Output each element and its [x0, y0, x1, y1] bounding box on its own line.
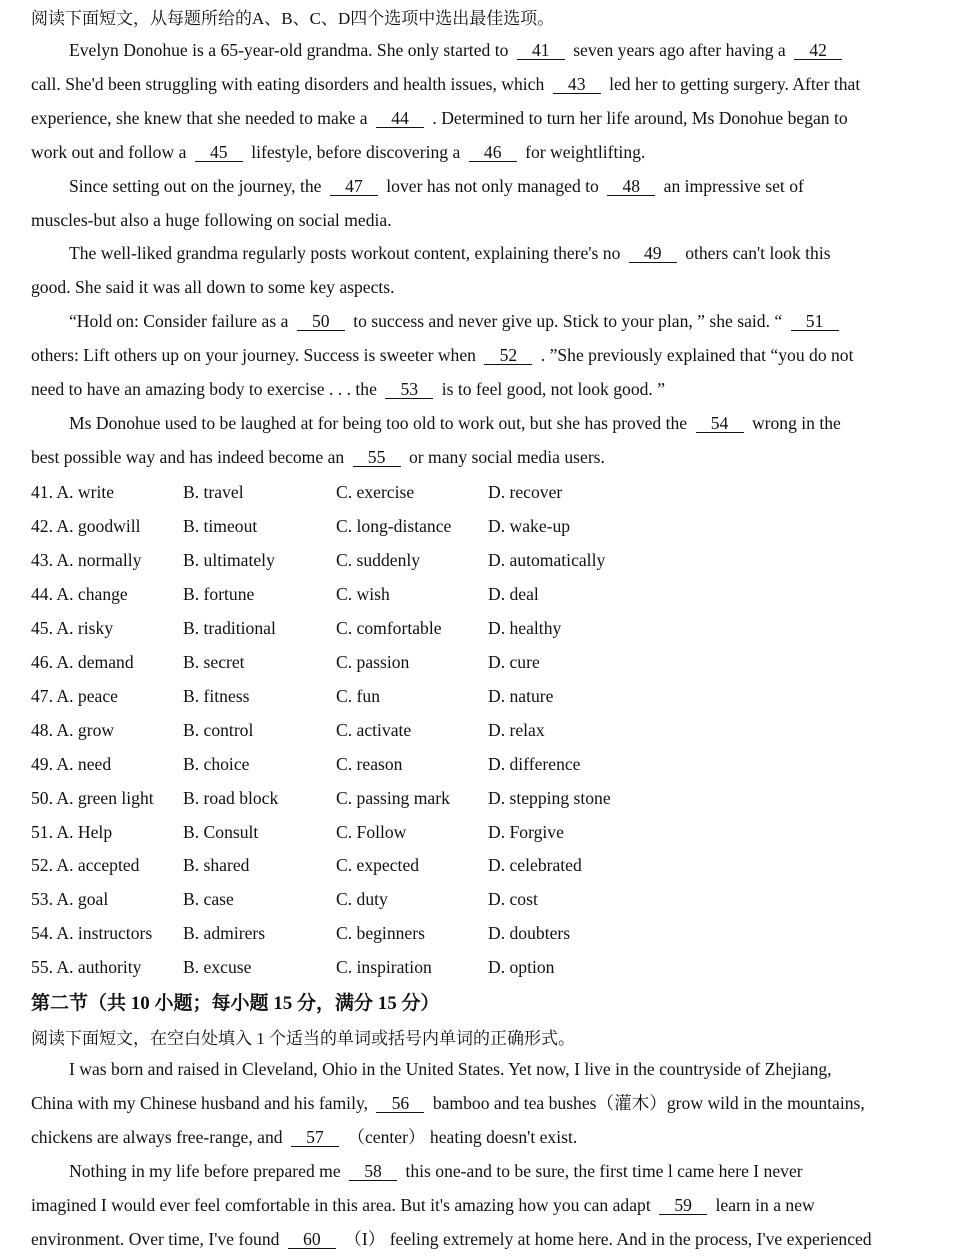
passage-text: led her to getting surgery. After that — [609, 74, 861, 94]
option-b: B. choice — [183, 753, 250, 774]
section-heading: 第二节（共 10 小题；每小题 15 分，满分 15 分） — [31, 993, 440, 1014]
option-a: 50. A. green light — [31, 787, 154, 808]
passage-text: . ”She previously explained that “you do not — [540, 345, 854, 365]
option-a: 47. A. peace — [31, 685, 118, 706]
passage-text: Evelyn Donohue is a 65-year-old grandma. She only started to — [69, 40, 509, 60]
passage-text: experience, she knew that she needed to make a — [31, 108, 368, 128]
option-d: D. stepping stone — [488, 787, 611, 808]
blank-60: 60 — [288, 1230, 336, 1249]
option-d: D. wake-up — [488, 515, 571, 536]
passage-text: “Hold on: Consider failure as a — [69, 311, 289, 331]
option-d: D. relax — [488, 719, 545, 740]
passage-line — [31, 73, 860, 95]
option-c: C. fun — [336, 685, 380, 706]
blank-56: 56 — [376, 1094, 424, 1113]
blank-43: 43 — [553, 75, 601, 94]
option-d: D. option — [488, 957, 555, 978]
option-b: B. fitness — [183, 685, 250, 706]
option-a: 53. A. goal — [31, 889, 109, 910]
option-a: 49. A. need — [31, 753, 112, 774]
option-a: 52. A. accepted — [31, 855, 140, 876]
blank-45: 45 — [195, 143, 243, 162]
passage-line — [69, 242, 831, 264]
section-instruction: 阅读下面短文，在空白处填入 1 个适当的单词或括号内单词的正确形式。 — [31, 1029, 575, 1048]
option-d: D. healthy — [488, 617, 562, 638]
option-a: 45. A. risky — [31, 617, 114, 638]
instruction-line: 阅读下面短文，从每题所给的A、B、C、D四个选项中选出最佳选项。 — [31, 9, 555, 28]
passage-line: muscles-but also a huge following on social media. — [31, 210, 392, 230]
option-c: C. inspiration — [336, 957, 432, 978]
option-c: C. exercise — [336, 482, 415, 502]
option-a: 44. A. change — [31, 583, 128, 604]
passage-text: is to feel good, not look good. ” — [441, 379, 666, 399]
option-b: B. admirers — [183, 923, 266, 944]
blank-58: 58 — [349, 1162, 397, 1181]
passage-text: learn in a new — [715, 1195, 815, 1215]
passage-text: Ms Donohue used to be laughed at for being too old to work out, but she has proved the — [69, 413, 688, 433]
passage-line — [69, 39, 846, 61]
passage-line — [69, 175, 804, 197]
option-b: B. fortune — [183, 583, 255, 604]
option-a: 51. A. Help — [31, 821, 113, 842]
passage-text: others can't look this — [685, 243, 831, 263]
passage-line — [31, 107, 848, 129]
passage-text: for weightlifting. — [525, 142, 646, 162]
option-a: 46. A. demand — [31, 651, 134, 672]
passage-line: good. She said it was all down to some key aspects. — [31, 277, 395, 297]
option-b: B. case — [183, 889, 234, 910]
option-c: C. comfortable — [336, 617, 442, 638]
passage-text: bamboo and tea bushes（灌木）grow wild in the mountains, — [432, 1093, 865, 1113]
option-b: B. secret — [183, 651, 245, 672]
passage-text: . Determined to turn her life around, Ms Donohue began to — [432, 108, 848, 128]
blank-50: 50 — [297, 312, 345, 331]
passage-text: need to have an amazing body to exercise . . . the — [31, 379, 377, 399]
passage-line: I was born and raised in Cleveland, Ohio in the United States. Yet now, I live in the countryside of Zhejiang, — [69, 1059, 832, 1079]
passage-text: Nothing in my life before prepared me — [69, 1161, 341, 1181]
passage-line — [69, 310, 843, 332]
passage-text: wrong in the — [751, 413, 841, 433]
option-c: C. wish — [336, 583, 390, 604]
option-d: D. cost — [488, 889, 538, 910]
option-a: 48. A. grow — [31, 719, 115, 740]
blank-59: 59 — [659, 1196, 707, 1215]
option-c: C. suddenly — [336, 549, 421, 570]
passage-text: seven years ago after having a — [573, 40, 786, 60]
option-c: C. passion — [336, 651, 410, 672]
passage-text: work out and follow a — [31, 142, 187, 162]
option-b: B. travel — [183, 482, 244, 502]
blank-57: 57 — [291, 1128, 339, 1147]
option-c: C. beginners — [336, 923, 425, 944]
option-d: D. deal — [488, 583, 539, 604]
option-a: 41. A. write — [31, 482, 115, 502]
passage-text: （I） feeling extremely at home here. And in the process, I've experienced — [344, 1229, 872, 1249]
option-a: 43. A. normally — [31, 549, 142, 570]
passage-line — [69, 412, 841, 434]
passage-text: to success and never give up. Stick to your plan, ” she said. “ — [353, 311, 783, 331]
blank-54: 54 — [696, 414, 744, 433]
option-b: B. control — [183, 719, 254, 740]
option-b: B. shared — [183, 855, 250, 876]
option-b: B. road block — [183, 787, 279, 808]
option-d: D. automatically — [488, 549, 606, 570]
option-d: D. cure — [488, 651, 540, 672]
option-b: B. traditional — [183, 617, 276, 638]
option-c: C. reason — [336, 753, 403, 774]
passage-text: lover has not only managed to — [386, 176, 599, 196]
blank-55: 55 — [353, 448, 401, 467]
passage-text: or many social media users. — [409, 447, 605, 467]
blank-53: 53 — [385, 380, 433, 399]
passage-text: （center） heating doesn't exist. — [347, 1127, 578, 1147]
option-a: 55. A. authority — [31, 957, 142, 978]
passage-text: imagined I would ever feel comfortable in this area. But it's amazing how you can adapt — [31, 1195, 651, 1215]
passage-line — [31, 1228, 872, 1250]
blank-42: 42 — [794, 41, 842, 60]
option-b: B. Consult — [183, 821, 259, 842]
option-d: D. Forgive — [488, 821, 564, 842]
passage-line — [31, 344, 854, 366]
passage-text: an impressive set of — [663, 176, 804, 196]
option-c: C. expected — [336, 855, 420, 876]
passage-text: this one-and to be sure, the first time l came here I never — [405, 1161, 803, 1181]
passage-line — [31, 378, 665, 400]
passage-line — [31, 1194, 815, 1216]
option-c: C. long-distance — [336, 515, 452, 536]
option-d: D. doubters — [488, 923, 571, 944]
blank-49: 49 — [629, 244, 677, 263]
passage-text: environment. Over time, I've found — [31, 1229, 280, 1249]
passage-text: others: Lift others up on your journey. Success is sweeter when — [31, 345, 476, 365]
blank-48: 48 — [607, 177, 655, 196]
passage-line — [31, 446, 605, 468]
passage-text: call. She'd been struggling with eating disorders and health issues, which — [31, 74, 545, 94]
passage-line — [31, 141, 645, 163]
blank-41: 41 — [517, 41, 565, 60]
blank-46: 46 — [469, 143, 517, 162]
passage-text: chickens are always free-range, and — [31, 1127, 283, 1147]
option-d: D. difference — [488, 753, 581, 774]
passage-line — [31, 1092, 865, 1114]
option-c: C. passing mark — [336, 787, 450, 808]
option-d: D. recover — [488, 482, 563, 502]
option-d: D. celebrated — [488, 855, 582, 876]
option-c: C. Follow — [336, 821, 407, 842]
option-b: B. timeout — [183, 515, 258, 536]
passage-text: Since setting out on the journey, the — [69, 176, 322, 196]
option-d: D. nature — [488, 685, 554, 706]
option-a: 42. A. goodwill — [31, 515, 141, 536]
option-a: 54. A. instructors — [31, 923, 153, 944]
option-c: C. duty — [336, 889, 388, 910]
blank-47: 47 — [330, 177, 378, 196]
passage-text: lifestyle, before discovering a — [251, 142, 461, 162]
blank-51: 51 — [791, 312, 839, 331]
blank-44: 44 — [376, 109, 424, 128]
passage-text: best possible way and has indeed become an — [31, 447, 345, 467]
passage-text: China with my Chinese husband and his family, — [31, 1093, 369, 1113]
option-c: C. activate — [336, 719, 412, 740]
option-b: B. excuse — [183, 957, 252, 978]
blank-52: 52 — [484, 346, 532, 365]
option-b: B. ultimately — [183, 549, 275, 570]
passage-line — [31, 1126, 577, 1148]
passage-line — [69, 1160, 803, 1182]
passage-text: The well-liked grandma regularly posts workout content, explaining there's no — [69, 243, 621, 263]
